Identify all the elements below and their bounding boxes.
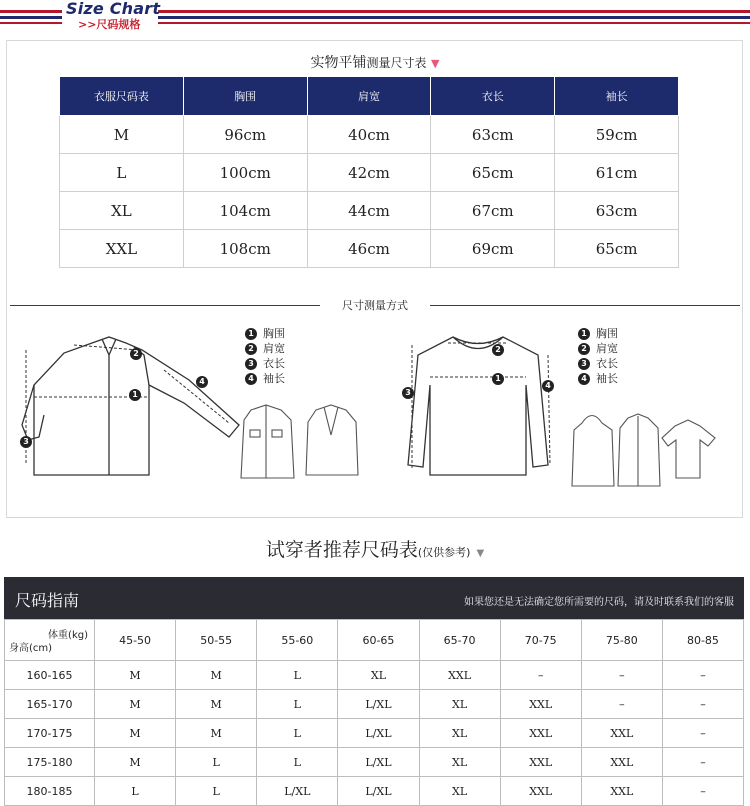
size-cell: XL	[419, 777, 500, 806]
method-title: 尺寸测量方式	[320, 297, 430, 313]
measure-cell: 65cm	[555, 230, 679, 268]
size-cell: XL	[338, 661, 419, 690]
size-cell: M	[176, 719, 257, 748]
measure-cell: 63cm	[555, 192, 679, 230]
table-row	[60, 192, 679, 230]
measure-header-cell: 衣长	[431, 77, 555, 116]
legend-item	[578, 356, 618, 371]
size-cell: –	[581, 690, 662, 719]
legend-item	[578, 326, 618, 341]
size-cell: –	[581, 661, 662, 690]
size-cell: –	[662, 690, 743, 719]
corner-height-label: 身高(cm)	[9, 643, 53, 654]
size-cell: M	[95, 690, 176, 719]
measure-table	[59, 76, 679, 268]
weight-header: 65-70	[419, 620, 500, 661]
legend-number-icon: 3	[578, 358, 590, 370]
marker-sleeve-icon: 4	[542, 380, 554, 392]
measure-cell: XL	[60, 192, 184, 230]
measure-cell: 46cm	[307, 230, 431, 268]
size-cell: L	[257, 748, 338, 777]
caption-arrow-icon: ▼	[431, 57, 440, 70]
measure-caption-main: 实物平铺	[310, 55, 367, 71]
legend-number-icon: 2	[245, 343, 257, 355]
size-cell: XXL	[419, 661, 500, 690]
legend-label: 肩宽	[263, 342, 285, 355]
size-guide-bar	[4, 577, 744, 619]
legend-label: 肩宽	[596, 342, 618, 355]
measure-cell: 40cm	[307, 116, 431, 154]
table-row	[5, 719, 744, 748]
size-cell: L/XL	[257, 777, 338, 806]
legend-label: 衣长	[596, 357, 618, 370]
measure-cell: 65cm	[431, 154, 555, 192]
measure-cell: 59cm	[555, 116, 679, 154]
size-guide-note: 如果您还是无法确定您所需要的尺码，请及时联系我们的客服	[464, 597, 734, 608]
legend-label: 袖长	[263, 372, 285, 385]
measure-cell: 100cm	[183, 154, 307, 192]
recommend-caption-main: 试穿者推荐尺码表	[265, 539, 418, 561]
table-row	[5, 777, 744, 806]
weight-header: 50-55	[176, 620, 257, 661]
legend-number-icon: 4	[578, 373, 590, 385]
corner-weight-label: 体重(kg)	[48, 630, 88, 641]
weight-header: 80-85	[662, 620, 743, 661]
size-cell: –	[662, 748, 743, 777]
measure-cell: 63cm	[431, 116, 555, 154]
size-cell: M	[95, 719, 176, 748]
recommend-table-header	[5, 620, 744, 661]
size-cell: XL	[419, 748, 500, 777]
measure-legend-left	[245, 326, 285, 386]
sweater-diagram-illustration	[398, 325, 558, 485]
size-cell: L/XL	[338, 719, 419, 748]
legend-label: 袖长	[596, 372, 618, 385]
measure-cell: XXL	[60, 230, 184, 268]
weight-header: 60-65	[338, 620, 419, 661]
measure-cell: 67cm	[431, 192, 555, 230]
legend-item	[245, 341, 285, 356]
size-cell: L	[95, 777, 176, 806]
size-guide-title: 尺码指南	[15, 591, 80, 610]
table-row	[5, 690, 744, 719]
size-cell: L	[176, 777, 257, 806]
marker-chest-icon: 1	[492, 373, 504, 385]
header-title-en: Size Chart	[66, 0, 161, 18]
marker-sleeve-icon: 4	[196, 376, 208, 388]
measure-cell: 108cm	[183, 230, 307, 268]
measure-cell: 42cm	[307, 154, 431, 192]
size-cell: –	[500, 661, 581, 690]
size-cell: M	[95, 661, 176, 690]
measure-cell: M	[60, 116, 184, 154]
legend-item	[245, 326, 285, 341]
measure-header-cell: 衣服尺码表	[60, 77, 184, 116]
height-cell: 170-175	[5, 719, 95, 748]
measure-table-caption	[0, 52, 750, 72]
size-cell: XXL	[500, 690, 581, 719]
legend-item	[578, 371, 618, 386]
caption-arrow-icon: ▼	[476, 548, 485, 559]
size-cell: L/XL	[338, 690, 419, 719]
size-chart-header	[0, 0, 750, 36]
marker-chest-icon: 1	[129, 389, 141, 401]
measure-header-cell: 肩宽	[307, 77, 431, 116]
legend-number-icon: 1	[245, 328, 257, 340]
marker-shoulder-icon: 2	[130, 348, 142, 360]
legend-item	[245, 356, 285, 371]
weight-header: 70-75	[500, 620, 581, 661]
legend-label: 胸围	[263, 327, 285, 340]
measure-cell: 104cm	[183, 192, 307, 230]
table-row	[60, 116, 679, 154]
size-cell: XXL	[581, 719, 662, 748]
marker-length-icon: 3	[402, 387, 414, 399]
size-cell: M	[176, 661, 257, 690]
table-row	[60, 154, 679, 192]
measure-legend-right	[578, 326, 618, 386]
measure-cell: L	[60, 154, 184, 192]
size-cell: XL	[419, 719, 500, 748]
legend-label: 衣长	[263, 357, 285, 370]
size-cell: –	[662, 777, 743, 806]
measure-cell: 96cm	[183, 116, 307, 154]
marker-length-icon: 3	[20, 436, 32, 448]
size-cell: –	[662, 661, 743, 690]
size-cell: M	[95, 748, 176, 777]
weight-header: 55-60	[257, 620, 338, 661]
size-cell: XL	[419, 690, 500, 719]
size-cell: L	[257, 690, 338, 719]
measure-caption-small: 测量尺寸表	[366, 56, 427, 70]
height-cell: 180-185	[5, 777, 95, 806]
legend-item	[245, 371, 285, 386]
weight-header: 75-80	[581, 620, 662, 661]
table-row	[5, 661, 744, 690]
corner-cell	[5, 620, 95, 661]
size-cell: XXL	[500, 777, 581, 806]
legend-label: 胸围	[596, 327, 618, 340]
shirt-diagram-illustration	[14, 325, 244, 490]
table-row	[60, 230, 679, 268]
size-cell: L	[257, 719, 338, 748]
measure-cell: 61cm	[555, 154, 679, 192]
size-cell: M	[176, 690, 257, 719]
measure-header-cell: 胸围	[183, 77, 307, 116]
header-title-cn: >>尺码规格	[78, 18, 141, 31]
measure-table-header	[60, 77, 679, 116]
measure-cell: 69cm	[431, 230, 555, 268]
size-cell: L	[176, 748, 257, 777]
size-cell: –	[662, 719, 743, 748]
weight-header: 45-50	[95, 620, 176, 661]
size-cell: L/XL	[338, 748, 419, 777]
recommend-table	[4, 619, 744, 806]
measure-cell: 44cm	[307, 192, 431, 230]
size-cell: L/XL	[338, 777, 419, 806]
recommend-caption-small: (仅供参考)	[417, 546, 471, 559]
marker-shoulder-icon: 2	[492, 344, 504, 356]
legend-number-icon: 2	[578, 343, 590, 355]
legend-item	[578, 341, 618, 356]
size-cell: XXL	[581, 777, 662, 806]
legend-number-icon: 3	[245, 358, 257, 370]
size-cell: XXL	[500, 719, 581, 748]
height-cell: 165-170	[5, 690, 95, 719]
height-cell: 160-165	[5, 661, 95, 690]
size-cell: L	[257, 661, 338, 690]
legend-number-icon: 4	[245, 373, 257, 385]
jacket-blazer-illustration	[236, 400, 366, 485]
size-cell: XXL	[500, 748, 581, 777]
size-cell: XXL	[581, 748, 662, 777]
hoodie-cardigan-tee-illustration	[570, 408, 720, 490]
height-cell: 175-180	[5, 748, 95, 777]
measure-header-cell: 袖长	[555, 77, 679, 116]
legend-number-icon: 1	[578, 328, 590, 340]
recommend-caption	[0, 535, 750, 562]
table-row	[5, 748, 744, 777]
